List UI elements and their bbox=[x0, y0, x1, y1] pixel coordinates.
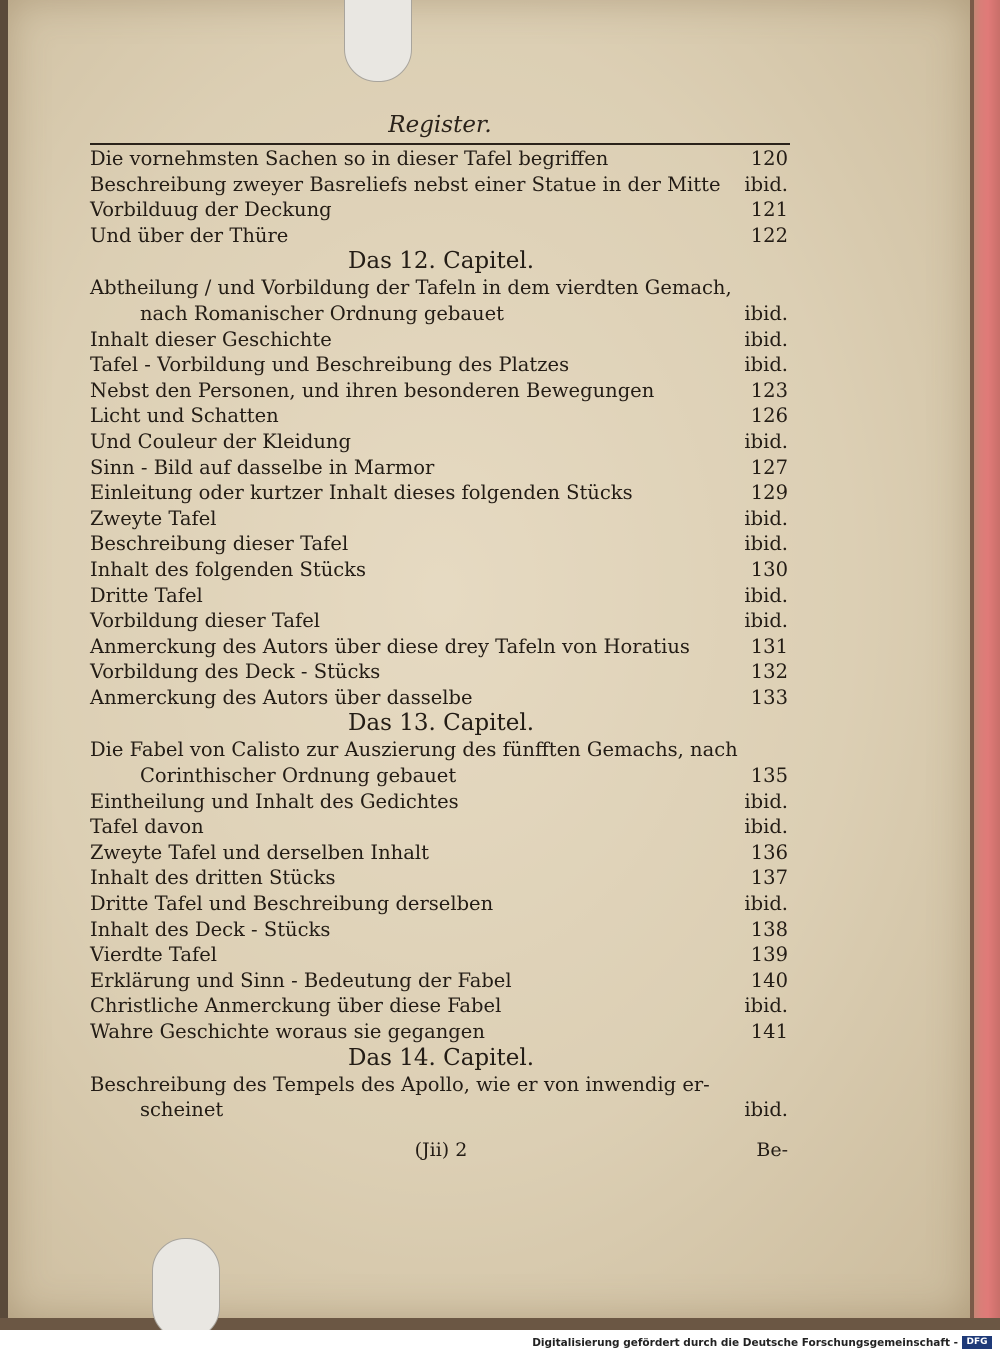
register-entry bbox=[90, 865, 792, 891]
register-entry bbox=[90, 814, 792, 840]
register-entry bbox=[90, 327, 792, 353]
entry-title: Zweyte Tafel bbox=[90, 506, 217, 530]
entry-page: ibid. bbox=[744, 353, 788, 377]
entry-title: Vorbildung dieser Tafel bbox=[90, 609, 321, 633]
register-entry bbox=[90, 608, 792, 634]
register-list bbox=[90, 146, 792, 1123]
register-entry bbox=[90, 634, 792, 660]
entry-page: 135 bbox=[750, 764, 788, 788]
entry-page: 140 bbox=[750, 968, 788, 992]
entry-page: ibid. bbox=[744, 994, 788, 1018]
entry-page: ibid. bbox=[744, 583, 788, 607]
entry-title: scheinet bbox=[140, 1098, 224, 1122]
register-entry bbox=[90, 275, 792, 301]
entry-title: nach Romanischer Ordnung gebauet bbox=[140, 301, 504, 325]
entry-page: 132 bbox=[750, 660, 788, 684]
entry-title: Eintheilung und Inhalt des Gedichtes bbox=[90, 789, 459, 813]
register-entry bbox=[90, 1097, 792, 1123]
register-entry bbox=[90, 942, 792, 968]
entry-title: Die Fabel von Calisto zur Auszierung des fünfften Gemachs, nach bbox=[90, 738, 738, 762]
entry-title: Inhalt des folgenden Stücks bbox=[90, 557, 366, 581]
entry-title: Inhalt des Deck - Stücks bbox=[90, 917, 331, 941]
entry-title: Vorbilduug der Deckung bbox=[90, 198, 332, 222]
entry-page: 122 bbox=[750, 223, 788, 247]
entry-page: 120 bbox=[750, 147, 788, 170]
entry-title: Abtheilung / und Vorbildung der Tafeln in dem vierdten Gemach, bbox=[90, 276, 732, 300]
register-entry bbox=[90, 993, 792, 1019]
running-header bbox=[90, 112, 790, 144]
register-entry bbox=[90, 557, 792, 583]
entry-title: Vierdte Tafel bbox=[90, 943, 218, 967]
entry-page: ibid. bbox=[744, 789, 788, 813]
red-page-edge bbox=[970, 0, 1000, 1318]
register-entry bbox=[90, 891, 792, 917]
entry-title: Einleitung oder kurtzer Inhalt dieses folgenden Stücks bbox=[90, 481, 633, 505]
entry-title: Anmerckung des Autors über dasselbe bbox=[90, 685, 473, 709]
signature-mark: (Jii) 2 bbox=[414, 1139, 468, 1161]
chapter-heading bbox=[90, 1045, 792, 1072]
register-entry bbox=[90, 378, 792, 404]
register-entry bbox=[90, 403, 792, 429]
register-entry bbox=[90, 223, 792, 249]
chapter-title: Das 14. Capitel. bbox=[347, 1044, 535, 1071]
entry-page: ibid. bbox=[744, 609, 788, 633]
funding-note: Digitalisierung gefördert durch die Deutsche Forschungsgemeinschaft - bbox=[532, 1337, 958, 1349]
page-bottom-line bbox=[90, 1139, 792, 1165]
entry-page: 130 bbox=[750, 557, 788, 581]
entry-page: ibid. bbox=[744, 429, 788, 453]
chapter-title: Das 13. Capitel. bbox=[347, 710, 535, 737]
register-entry bbox=[90, 352, 792, 378]
register-entry bbox=[90, 1072, 792, 1098]
entry-title: Und über der Thüre bbox=[90, 223, 289, 247]
entry-page: 138 bbox=[750, 917, 788, 941]
entry-page: ibid. bbox=[744, 892, 788, 916]
entry-title: Und Couleur der Kleidung bbox=[90, 429, 351, 453]
register-entry bbox=[90, 531, 792, 557]
register-entry bbox=[90, 583, 792, 609]
register-entry bbox=[90, 737, 792, 763]
entry-page: ibid. bbox=[744, 815, 788, 839]
register-entry bbox=[90, 968, 792, 994]
entry-page: 123 bbox=[750, 378, 788, 402]
entry-title: Corinthischer Ordnung gebauet bbox=[140, 764, 457, 788]
register-entry bbox=[90, 480, 792, 506]
book-cover-edge bbox=[0, 1318, 1000, 1330]
catchword: Be- bbox=[756, 1139, 788, 1161]
entry-page: 137 bbox=[750, 866, 788, 890]
entry-title: Nebst den Personen, und ihren besonderen Bewegungen bbox=[90, 378, 655, 402]
top-paper-clip bbox=[344, 0, 412, 82]
entry-page: 133 bbox=[750, 685, 788, 709]
entry-title: Tafel - Vorbildung und Beschreibung des Platzes bbox=[90, 353, 570, 377]
entry-title: Wahre Geschichte woraus sie gegangen bbox=[90, 1020, 485, 1043]
chapter-title: Das 12. Capitel. bbox=[347, 248, 535, 275]
register-entry bbox=[90, 789, 792, 815]
register-entry bbox=[90, 197, 792, 223]
register-entry bbox=[90, 917, 792, 943]
header-rule bbox=[90, 143, 790, 145]
entry-page: 121 bbox=[750, 198, 788, 222]
entry-page: ibid. bbox=[744, 532, 788, 556]
register-entry bbox=[90, 172, 792, 198]
register-entry bbox=[90, 659, 792, 685]
register-entry bbox=[90, 506, 792, 532]
entry-title: Inhalt dieser Geschichte bbox=[90, 327, 332, 351]
entry-page: ibid. bbox=[744, 172, 788, 196]
chapter-heading bbox=[90, 710, 792, 737]
entry-title: Licht und Schatten bbox=[90, 404, 279, 428]
entry-title: Die vornehmsten Sachen so in dieser Tafel begriffen bbox=[90, 147, 609, 170]
entry-title: Zweyte Tafel und derselben Inhalt bbox=[90, 840, 429, 864]
entry-title: Sinn - Bild auf dasselbe in Marmor bbox=[90, 455, 435, 479]
register-entry bbox=[90, 840, 792, 866]
register-entry bbox=[90, 146, 792, 172]
entry-title: Dritte Tafel und Beschreibung derselben bbox=[90, 892, 494, 916]
entry-page: ibid. bbox=[744, 1098, 788, 1122]
register-entry bbox=[90, 763, 792, 789]
digitization-footer bbox=[0, 1330, 1000, 1355]
entry-page: ibid. bbox=[744, 301, 788, 325]
entry-page: 126 bbox=[750, 404, 788, 428]
register-entry bbox=[90, 1019, 792, 1045]
entry-title: Dritte Tafel bbox=[90, 583, 203, 607]
entry-page: 131 bbox=[750, 634, 788, 658]
entry-title: Beschreibung des Tempels des Apollo, wie er von inwendig er- bbox=[90, 1072, 710, 1096]
entry-title: Vorbildung des Deck - Stücks bbox=[90, 660, 381, 684]
entry-page: 141 bbox=[750, 1020, 788, 1043]
entry-title: Beschreibung zweyer Basreliefs nebst einer Statue in der Mitte bbox=[90, 172, 721, 196]
entry-page: 139 bbox=[750, 943, 788, 967]
entry-page: 129 bbox=[750, 481, 788, 505]
entry-title: Beschreibung dieser Tafel bbox=[90, 532, 349, 556]
entry-page: ibid. bbox=[744, 327, 788, 351]
chapter-heading bbox=[90, 248, 792, 275]
register-entry bbox=[90, 685, 792, 711]
entry-page: 136 bbox=[750, 840, 788, 864]
entry-title: Tafel davon bbox=[90, 815, 204, 839]
register-entry bbox=[90, 455, 792, 481]
entry-page: ibid. bbox=[744, 506, 788, 530]
page-title: Register. bbox=[388, 112, 492, 138]
entry-title: Anmerckung des Autors über diese drey Tafeln von Horatius bbox=[90, 634, 690, 658]
entry-page: 127 bbox=[750, 455, 788, 479]
entry-title: Inhalt des dritten Stücks bbox=[90, 866, 336, 890]
dfg-logo-icon: DFG bbox=[962, 1336, 992, 1349]
entry-title: Erklärung und Sinn - Bedeutung der Fabel bbox=[90, 968, 512, 992]
entry-title: Christliche Anmerckung über diese Fabel bbox=[90, 994, 502, 1018]
bottom-paper-clip bbox=[152, 1238, 220, 1330]
register-entry bbox=[90, 429, 792, 455]
register-entry bbox=[90, 301, 792, 327]
